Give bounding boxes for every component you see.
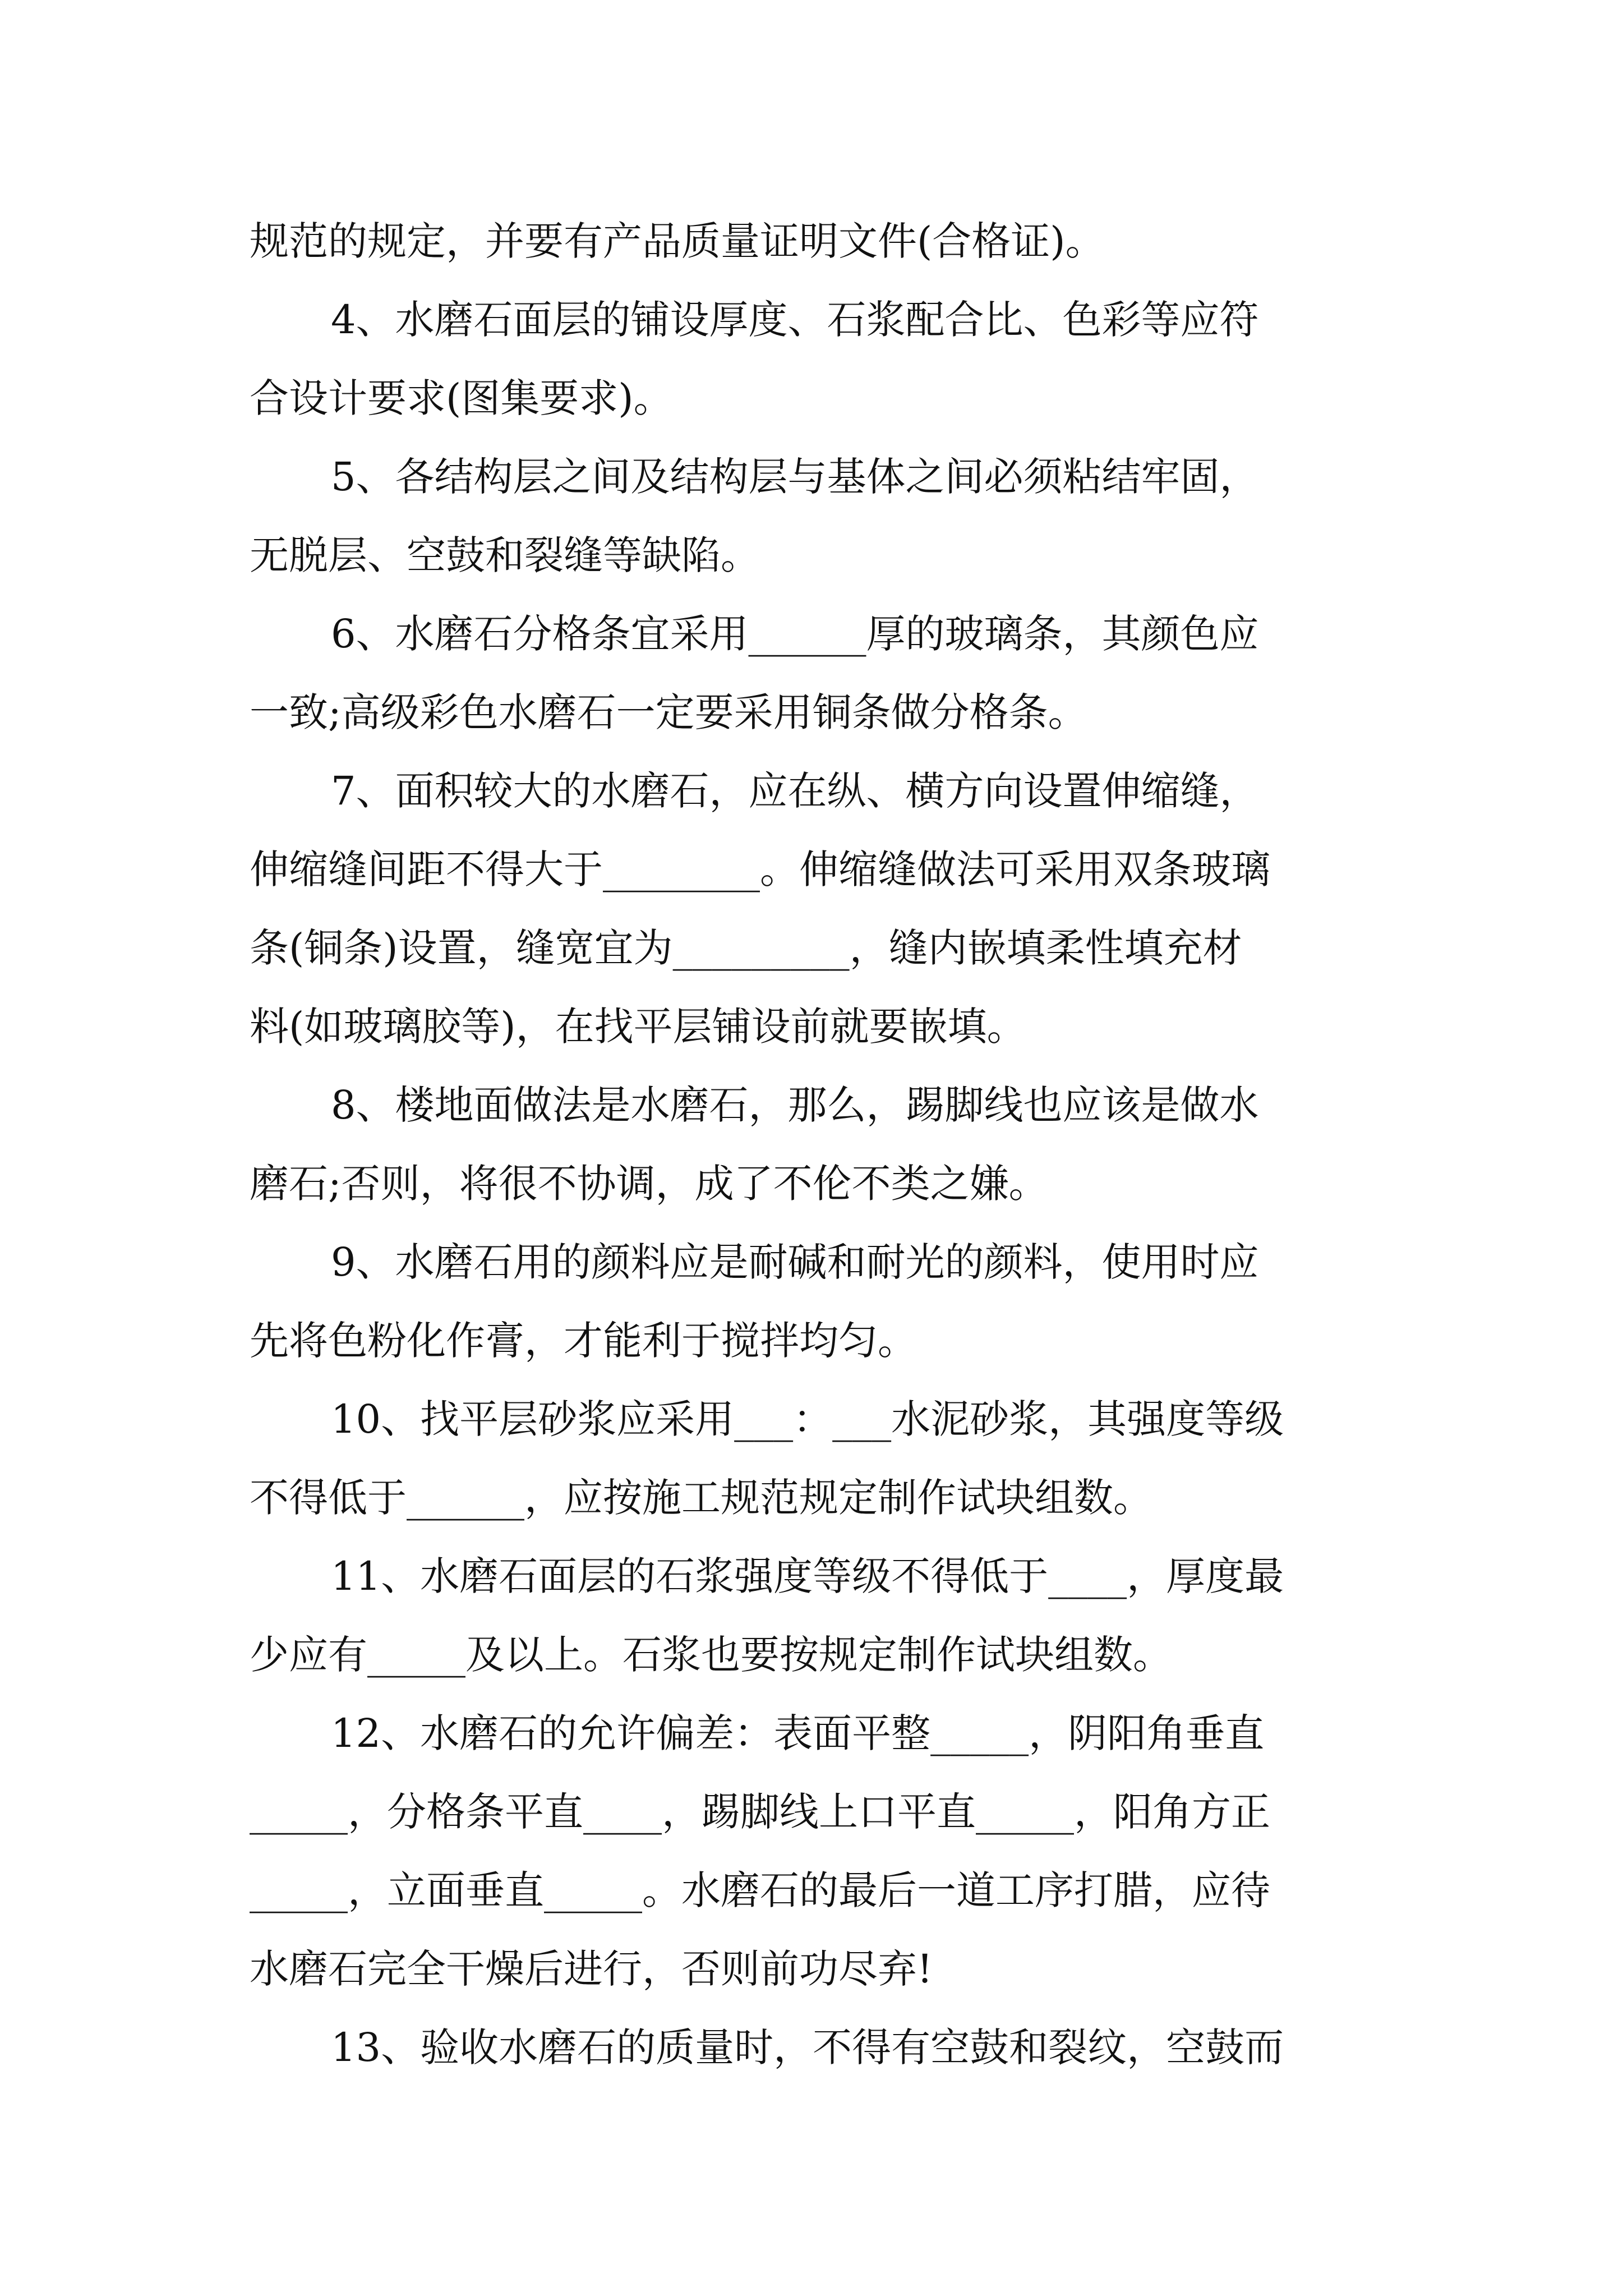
text-line: 规范的规定，并要有产品质量证明文件(合格证)。 [250,218,1105,264]
text-line: 12、水磨石的允许偏差：表面平整_____，阴阳角垂直 [331,1710,1265,1756]
text-line: 10、找平层砂浆应采用___：___水泥砂浆，其强度等级 [331,1396,1284,1442]
text-line: 8、楼地面做法是水磨石，那么，踢脚线也应该是做水 [331,1082,1259,1128]
text-line: 水磨石完全干燥后进行，否则前功尽弃! [250,1946,933,1992]
text-line: 13、验收水磨石的质量时，不得有空鼓和裂纹，空鼓而 [331,2024,1284,2070]
text-line: 4、水磨石面层的铺设厚度、石浆配合比、色彩等应符 [331,297,1259,343]
text-line: 伸缩缝间距不得大于________。伸缩缝做法可采用双条玻璃 [250,846,1270,892]
text-line: 料(如玻璃胶等)，在找平层铺设前就要嵌填。 [250,1004,1026,1050]
text-line: 先将色粉化作膏，才能利于搅拌均匀。 [250,1318,917,1364]
text-line: 合设计要求(图集要求)。 [250,375,673,421]
text-line: 少应有_____及以上。石浆也要按规定制作试块组数。 [250,1632,1172,1678]
text-line: 不得低于______，应按施工规范规定制作试块组数。 [250,1475,1152,1521]
text-line: 一致;高级彩色水磨石一定要采用铜条做分格条。 [250,689,1087,735]
text-line: 条(铜条)设置，缝宽宜为_________，缝内嵌填柔性填充材 [250,925,1242,971]
text-line: 9、水磨石用的颜料应是耐碱和耐光的颜料，使用时应 [331,1239,1259,1285]
text-line: 磨石;否则，将很不协调，成了不伦不类之嫌。 [250,1161,1048,1207]
text-line: _____，立面垂直_____。水磨石的最后一道工序打腊，应待 [250,1867,1270,1913]
text-line: 7、面积较大的水磨石，应在纵、横方向设置伸缩缝， [331,768,1259,814]
text-line: 5、各结构层之间及结构层与基体之间必须粘结牢固， [331,454,1259,500]
text-line: 6、水磨石分格条宜采用______厚的玻璃条，其颜色应 [331,611,1259,657]
text-line: 11、水磨石面层的石浆强度等级不得低于____，厚度最 [331,1553,1284,1599]
text-line: 无脱层、空鼓和裂缝等缺陷。 [250,532,760,578]
text-line: _____，分格条平直____，踢脚线上口平直_____，阳角方正 [250,1789,1270,1835]
